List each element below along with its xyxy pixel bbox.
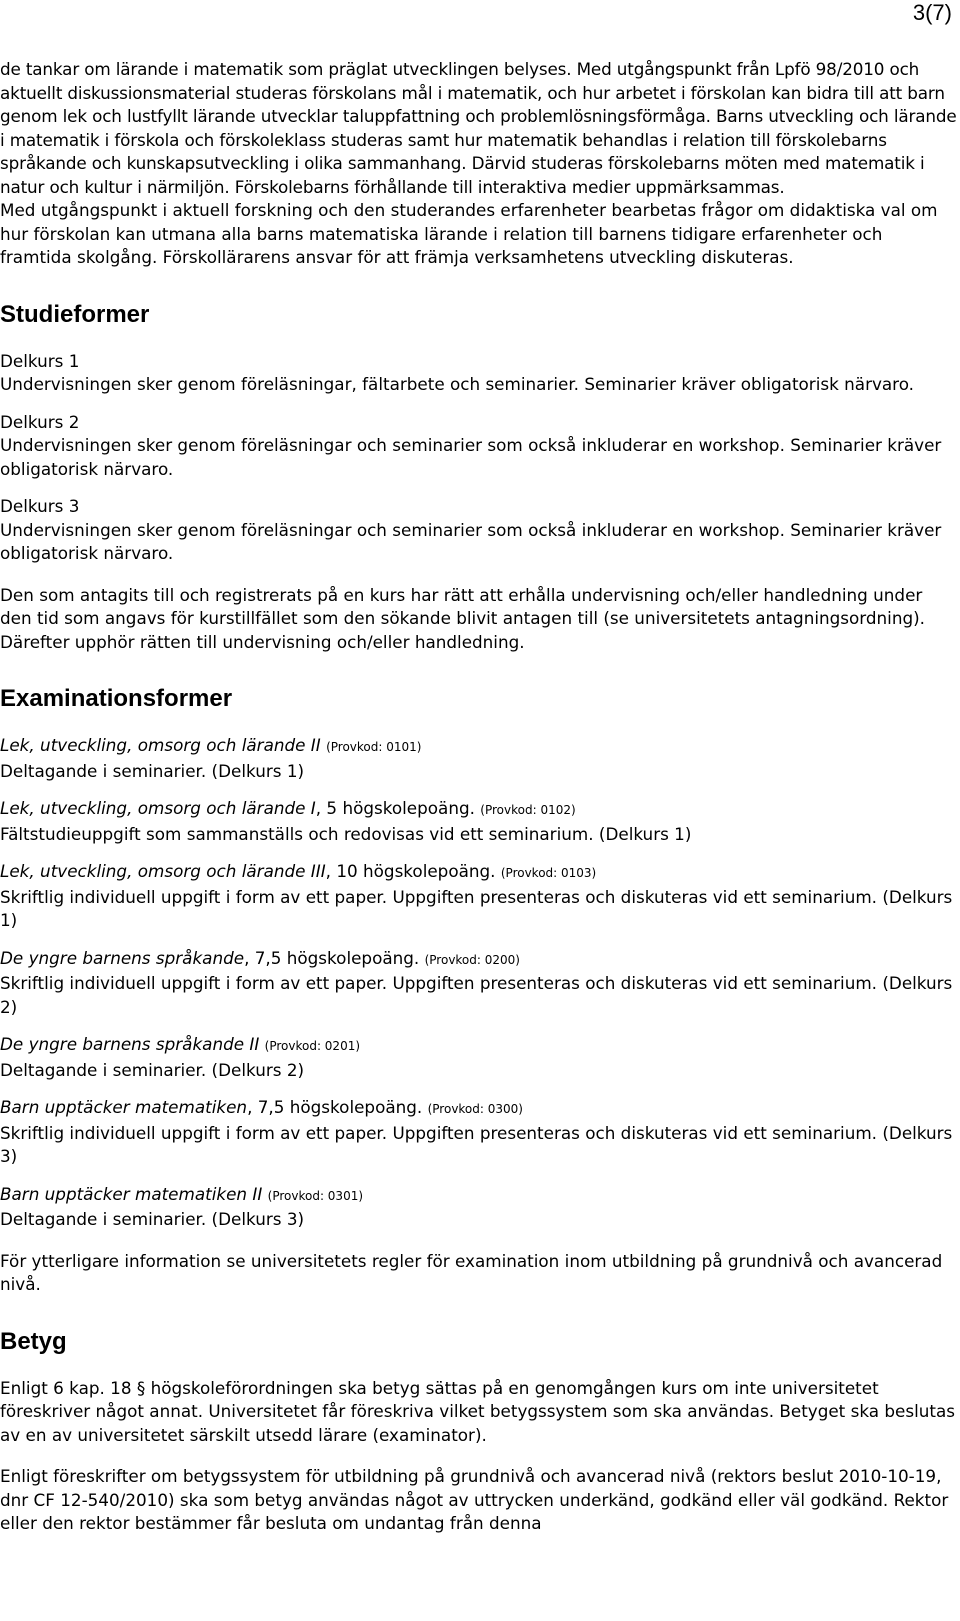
exam-credits: , 7,5 högskolepoäng. — [244, 947, 420, 968]
exam-title: Barn upptäcker matematiken — [0, 1097, 248, 1117]
exam-item — [0, 797, 958, 846]
exam-description: Fältstudieuppgift som sammanställs och redovisas vid ett seminarium. (Delkurs 1) — [0, 823, 692, 844]
examinationsformer-heading: Examinationsformer — [0, 685, 233, 712]
undervisning-note: Den som antagits till och registrerats på en kurs har rätt att erhålla undervisning och/eller handledning under den tid som angavs för kurstillfället som den sökande blivit antagen till (se universitetets antagningsordning). Därefter upphör rätten till undervisning och/eller handledning. — [0, 584, 926, 652]
exam-description: Deltagande i seminarier. (Delkurs 1) — [0, 760, 305, 781]
exam-credits: , 10 högskolepoäng. — [325, 861, 496, 881]
exam-item — [0, 734, 958, 783]
delkurs-label: Delkurs 1 — [0, 350, 80, 371]
page-number: 3(7) — [912, 0, 952, 25]
betyg-heading: Betyg — [0, 1327, 67, 1355]
betyg-paragraph: Enligt 6 kap. 18 § högskoleförordningen ska betyg sättas på en genomgången kurs om inte universitetet föreskriver något annat. Universitetet får föreskriva vilket betygssystem som ska användas. Betyget ska beslutas av en av universitetet särskilt utsedd lärare (examinator). — [0, 1377, 956, 1445]
exam-item — [0, 860, 958, 933]
delkurs-block — [0, 411, 958, 482]
exam-title: Lek, utveckling, omsorg och lärande I — [0, 798, 316, 818]
delkurs-label: Delkurs 3 — [0, 496, 80, 516]
exam-provkod: (Provkod: 0200) — [424, 952, 520, 967]
exam-description: Skriftlig individuell uppgift i form av ett paper. Uppgiften presenteras och diskuteras vid ett seminarium. (Delkurs 2) — [0, 973, 953, 1017]
exam-provkod: (Provkod: 0103) — [500, 866, 597, 880]
exam-item — [0, 1183, 958, 1232]
exam-provkod: (Provkod: 0102) — [480, 803, 576, 817]
delkurs-text: Undervisningen sker genom föreläsningar, fältarbete och seminarier. Seminarier kräver obligatorisk närvaro. — [0, 374, 915, 394]
intro-paragraph: de tankar om lärande i matematik som präglat utvecklingen belyses. Med utgångspunkt från Lpfö 98/2010 och aktuellt diskussionsmaterial studeras förskolans mål i matematik, och hur arbetet i förskolan kan bidra till att barn genom lek och lustfyllt lärande utvecklar taluppfattning och problemlösningsförmåga. Barns utveckling och lärande i matematik i förskola och förskoleklass studeras samt hur matematik behandlas i relation till förskolebarns språkande och kunskapsutveckling i olika sammanhang. Därvid studeras förskolebarns möten med matematik i natur och kultur i närmiljön. Förskolebarns förhållande till interaktiva medier uppmärksammas. — [0, 59, 957, 197]
exam-provkod: (Provkod: 0300) — [427, 1102, 523, 1116]
examination-note: För ytterligare information se universitetets regler för examination inom utbildning på grundnivå och avancerad nivå. — [0, 1250, 943, 1294]
exam-title: Lek, utveckling, omsorg och lärande III — [0, 861, 326, 881]
exam-description: Skriftlig individuell uppgift i form av ett paper. Uppgiften presenteras och diskuteras vid ett seminarium. (Delkurs 1) — [0, 886, 953, 930]
exam-title: De yngre barnens språkande II — [0, 1034, 260, 1054]
delkurs-block — [0, 350, 958, 397]
exam-item — [0, 1033, 958, 1082]
exam-title: Lek, utveckling, omsorg och lärande II — [0, 735, 321, 755]
intro-paragraph-continued: Med utgångspunkt i aktuell forskning och den studerandes erfarenheter bearbetas frågor om didaktiska val om hur förskolan kan utmana alla barns matematiska lärande i relation till barnens tidigare erfarenheter och framtida skolgång. Förskollärarens ansvar för att främja verksamhetens utveckling diskuteras. — [0, 200, 938, 267]
exam-description: Deltagande i seminarier. (Delkurs 3) — [0, 1209, 305, 1229]
exam-credits: , 5 högskolepoäng. — [315, 798, 475, 818]
exam-item — [0, 947, 958, 1020]
delkurs-block — [0, 495, 958, 566]
exam-credits: , 7,5 högskolepoäng. — [247, 1097, 423, 1117]
betyg-paragraph: Enligt föreskrifter om betygssystem för utbildning på grundnivå och avancerad nivå (rektors beslut 2010-10-19, dnr CF 12-540/2010) ska som betyg användas något av uttrycken underkänd, godkänd eller väl godkänd. Rektor eller den rektor bestämmer får besluta om undantag från denna — [0, 1466, 949, 1533]
delkurs-text: Undervisningen sker genom föreläsningar och seminarier som också inkluderar en workshop. Seminarier kräver obligatorisk närvaro. — [0, 519, 942, 563]
exam-title: Barn upptäcker matematiken II — [0, 1183, 263, 1204]
exam-description: Deltagande i seminarier. (Delkurs 2) — [0, 1059, 305, 1080]
exam-item — [0, 1096, 958, 1169]
exam-provkod: (Provkod: 0301) — [267, 1188, 364, 1203]
exam-description: Skriftlig individuell uppgift i form av ett paper. Uppgiften presenteras och diskuteras vid ett seminarium. (Delkurs 3) — [0, 1122, 953, 1166]
document-body — [0, 58, 958, 1536]
delkurs-text: Undervisningen sker genom föreläsningar och seminarier som också inkluderar en workshop. Seminarier kräver obligatorisk närvaro. — [0, 435, 942, 479]
exam-provkod: (Provkod: 0201) — [264, 1039, 361, 1053]
studieformer-heading: Studieformer — [0, 300, 150, 328]
exam-provkod: (Provkod: 0101) — [326, 740, 422, 754]
exam-title: De yngre barnens språkande — [0, 947, 245, 968]
delkurs-label: Delkurs 2 — [0, 411, 80, 432]
